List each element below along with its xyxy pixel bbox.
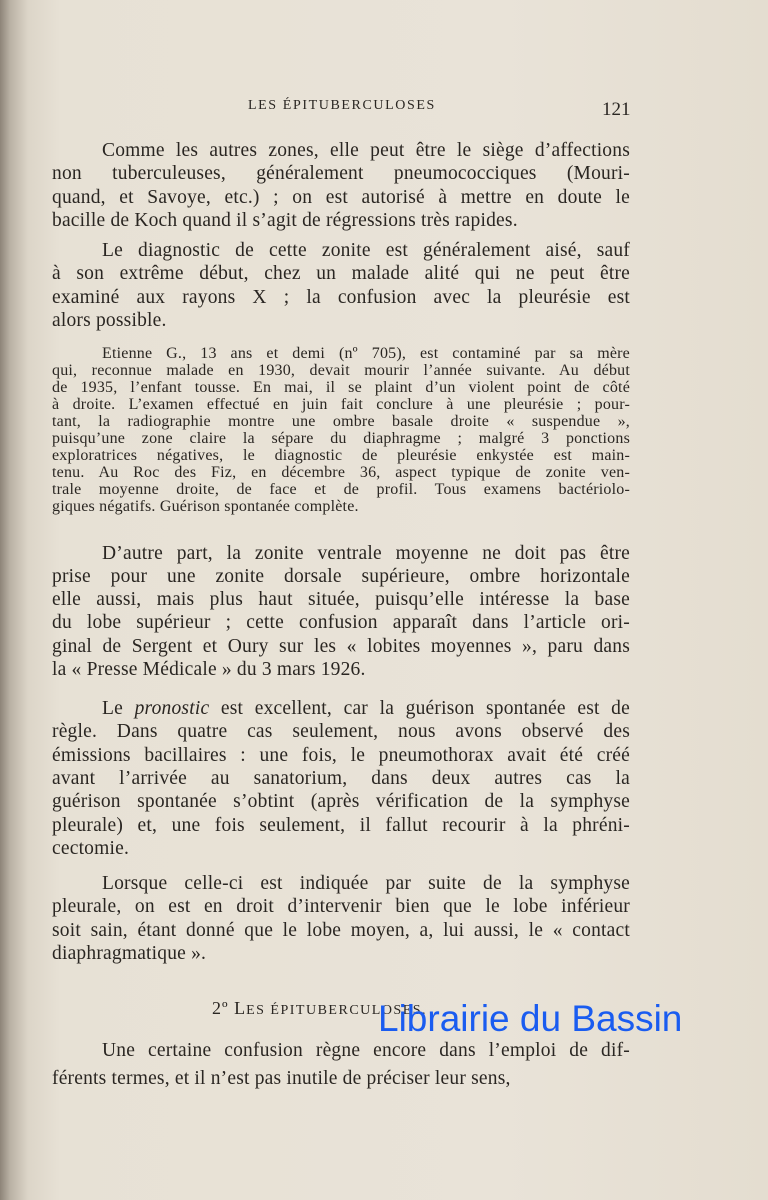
text-line: diaphragmatique ». (52, 943, 207, 964)
case-note-line: giques négatifs. Guérison spontanée complète. (52, 498, 359, 515)
case-note-line: tant, la radiographie montre une ombre basale droite « suspendue », (52, 413, 630, 430)
text-line: Le pronostic est excellent, car la guérison spontanée est de (102, 698, 630, 719)
text-line: cectomie. (52, 838, 130, 859)
text-line: règle. Dans quatre cas seulement, nous avons observé des (52, 721, 630, 742)
text-line: elle aussi, mais plus haut située, puisqu’elle intéresse la base (52, 589, 630, 610)
page-number: 121 (602, 99, 631, 120)
case-note-line: à droite. L’examen effectué en juin fait conclure à une pleurésie ; pour- (52, 396, 630, 413)
text-line: du lobe supérieur ; cette confusion apparaît dans l’article ori- (52, 612, 630, 633)
section-title-initial: L (234, 998, 247, 1018)
text-line: bacille de Koch quand il s’agit de régressions très rapides. (52, 210, 518, 231)
section-number: 2º (212, 998, 229, 1018)
text-line: Une certaine confusion règne encore dans l’emploi de dif- (102, 1040, 630, 1061)
case-note-line: de 1935, l’enfant tousse. En mai, il se plaint d’un violent point de côté (52, 379, 630, 396)
text-line: ginal de Sergent et Oury sur les « lobites moyennes », paru dans (52, 636, 630, 657)
text-line: la « Presse Médicale » du 3 mars 1926. (52, 659, 366, 680)
text-line: prise pour une zonite dorsale supérieure, ombre horizontale (52, 566, 630, 587)
text-line: Le diagnostic de cette zonite est généralement aisé, sauf (102, 240, 630, 261)
case-note-line: tenu. Au Roc des Fiz, en décembre 36, aspect typique de zonite ven- (52, 464, 630, 481)
text-line: D’autre part, la zonite ventrale moyenne ne doit pas être (102, 543, 630, 564)
case-note-line: qui, reconnue malade en 1930, devait mourir l’année suivante. Au début (52, 362, 630, 379)
watermark: Librairie du Bassin (378, 998, 683, 1039)
text-line: soit sain, étant donné que le lobe moyen, a, lui aussi, le « contact (52, 920, 630, 941)
text-line: émissions bacillaires : une fois, le pneumothorax avait été créé (52, 745, 630, 766)
text-line: non tuberculeuses, généralement pneumococciques (Mouri- (52, 163, 630, 184)
text-line: quand, et Savoye, etc.) ; on est autorisé à mettre en doute le (52, 187, 630, 208)
text-line: Comme les autres zones, elle peut être le siège d’affections (102, 140, 630, 161)
text-line: avant l’arrivée au sanatorium, dans deux autres cas la (52, 768, 630, 789)
text-line: à son extrême début, chez un malade alité qui ne peut être (52, 263, 630, 284)
case-note-line: exploratrices négatives, le diagnostic de pleurésie enkystée est main- (52, 447, 630, 464)
text-line: examiné aux rayons X ; la confusion avec la pleurésie est (52, 287, 630, 308)
case-note-line: puisqu’une zone claire la sépare du diaphragme ; malgré 3 ponctions (52, 430, 630, 447)
text-line: pleurale, on est en droit d’intervenir bien que le lobe inférieur (52, 896, 630, 917)
text-line: guérison spontanée s’obtint (après vérification de la symphyse (52, 791, 630, 812)
text-line: pleurale) et, une fois seulement, il fallut recourir à la phréni- (52, 815, 630, 836)
text-line: alors possible. (52, 310, 167, 331)
case-note-line: trale moyenne droite, de face et de profil. Tous examens bactériolo- (52, 481, 630, 498)
text-line: Lorsque celle-ci est indiquée par suite de la symphyse (102, 873, 630, 894)
case-note-line: Etienne G., 13 ans et demi (nº 705), est contaminé par sa mère (102, 345, 630, 362)
section-title-rest: ES ÉPITUBERCULOSES. (246, 1003, 428, 1018)
text-line: férents termes, et il n’est pas inutile de préciser leur sens, (52, 1068, 511, 1089)
running-header: LES ÉPITUBERCULOSES (248, 98, 436, 113)
